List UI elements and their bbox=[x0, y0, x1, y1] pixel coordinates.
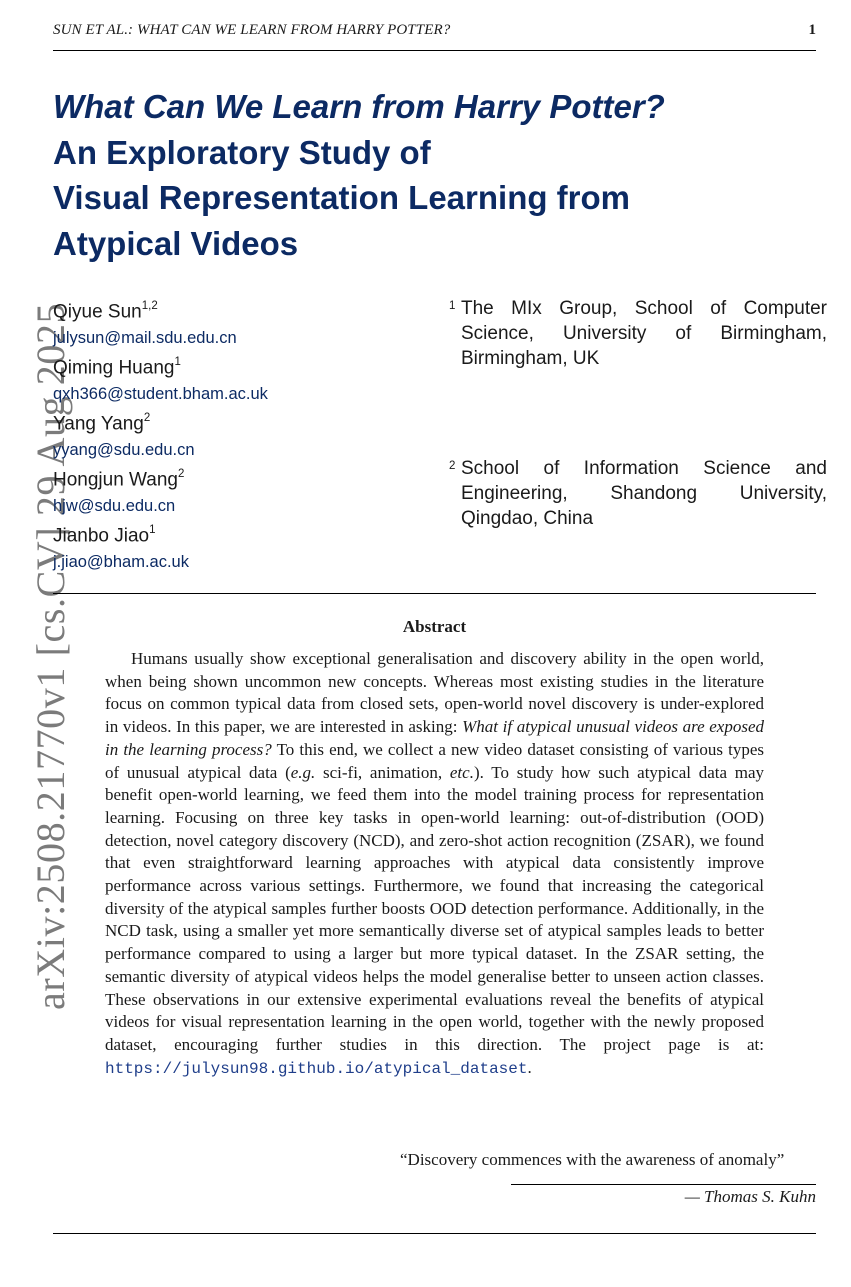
author-name: Jianbo Jiao$^1$ bbox=[53, 524, 156, 547]
author-affiliation-mark: 2 bbox=[143, 412, 151, 424]
project-page-link[interactable]: https://julysun98.github.io/atypical_dataset bbox=[105, 1059, 528, 1078]
author-block bbox=[53, 464, 184, 516]
author-block bbox=[53, 520, 189, 572]
page-number: 1 bbox=[808, 22, 816, 38]
author-block bbox=[53, 408, 195, 460]
author-email[interactable]: yyang@sdu.edu.cn bbox=[53, 441, 195, 460]
author-email[interactable]: qxh366@student.bham.ac.uk bbox=[53, 385, 268, 404]
title-line-4: Atypical Videos bbox=[53, 224, 299, 262]
author-email[interactable]: hjw@sdu.edu.cn bbox=[53, 497, 176, 516]
title-line-3: Visual Representation Learning from bbox=[53, 179, 631, 216]
author-block bbox=[53, 352, 268, 404]
arxiv-stamp: arXiv:2508.21770v1 [cs.CV] 29 Aug 2025 bbox=[28, 302, 73, 1010]
author-email[interactable]: j.jiao@bham.ac.uk bbox=[53, 553, 189, 572]
page-header bbox=[53, 22, 816, 51]
affiliation-2 bbox=[449, 456, 827, 531]
running-head: SUN ET AL.: WHAT CAN WE LEARN FROM HARRY POTTER? bbox=[53, 22, 451, 38]
affiliation-1 bbox=[449, 296, 827, 371]
author-affiliation-mark: 2 bbox=[177, 468, 185, 480]
author-email[interactable]: julysun@mail.sdu.edu.cn bbox=[53, 329, 237, 348]
abstract-body bbox=[105, 648, 764, 1080]
author-name: Yang Yang$^2$ bbox=[53, 412, 151, 435]
affiliation-mark: 1 bbox=[449, 300, 456, 312]
author-block bbox=[53, 296, 237, 348]
epigraph-quote: “Discovery commences with the awareness of anomaly” bbox=[400, 1150, 785, 1169]
author-affiliation-mark: 1,2 bbox=[141, 300, 158, 312]
title-line-2: An Exploratory Study of bbox=[53, 133, 431, 171]
epigraph-divider bbox=[511, 1184, 816, 1185]
title-line-1: What Can We Learn from Harry Potter? bbox=[53, 88, 665, 125]
section-divider bbox=[53, 1233, 816, 1234]
author-name: Qiming Huang$^1$ bbox=[53, 356, 181, 379]
epigraph-author: — Thomas S. Kuhn bbox=[684, 1187, 816, 1206]
author-name: Qiyue Sun$^{1,2}$ bbox=[53, 300, 158, 323]
affiliation-mark: 2 bbox=[449, 460, 456, 472]
abstract-heading: Abstract bbox=[402, 617, 467, 636]
abstract-paragraph: Humans usually show exceptional generalisation and discovery ability in the open world, when being shown uncommon new concepts. Whereas most existing studies in the literature focus on common typical data from closed sets, open-world novel discovery is under-explored in videos. In this paper, we are interested in asking: What if atypical unusual videos are exposed in the learning process? To this end, we collect a new video dataset consisting of various types of unusual atypical data (e.g. sci-fi, animation, etc.). To study how such atypical data may benefit open-world learning, we feed them into the model training process for representation learning. Focusing on three key tasks in open-world learning: out-of-distribution (OOD) detection, novel category discovery (NCD), and zero-shot action recognition (ZSAR), we found that even straightforward learning approaches with atypical data consistently improve performance across various settings. Furthermore, we found that increasing the categorical diversity of the atypical samples further boosts OOD detection performance. Additionally, in the NCD task, using a smaller yet more semantically diverse set of atypical samples leads to better performance compared to using a larger but more typical dataset. In the ZSAR setting, the semantic diversity of atypical videos helps the model generalise better to unseen action classes. These observations in our extensive experimental evaluations reveal the benefits of atypical videos for visual representation learning in the open world, together with the newly proposed dataset, encouraging further studies in this direction. The project page is at: https://julysun98.github.io/atypical_dataset. bbox=[105, 649, 765, 1078]
paper-title bbox=[53, 84, 793, 266]
affiliation-text: School of Information Science and Engineering, Shandong University, Qingdao, China bbox=[461, 458, 827, 529]
author-name: Hongjun Wang$^2$ bbox=[53, 468, 185, 491]
author-affiliation-mark: 1 bbox=[174, 356, 181, 368]
author-affiliation-mark: 1 bbox=[149, 524, 156, 536]
section-divider bbox=[53, 593, 816, 594]
affiliation-text: The MIx Group, School of Computer Science, University of Birmingham, Birmingham, UK bbox=[461, 298, 827, 369]
